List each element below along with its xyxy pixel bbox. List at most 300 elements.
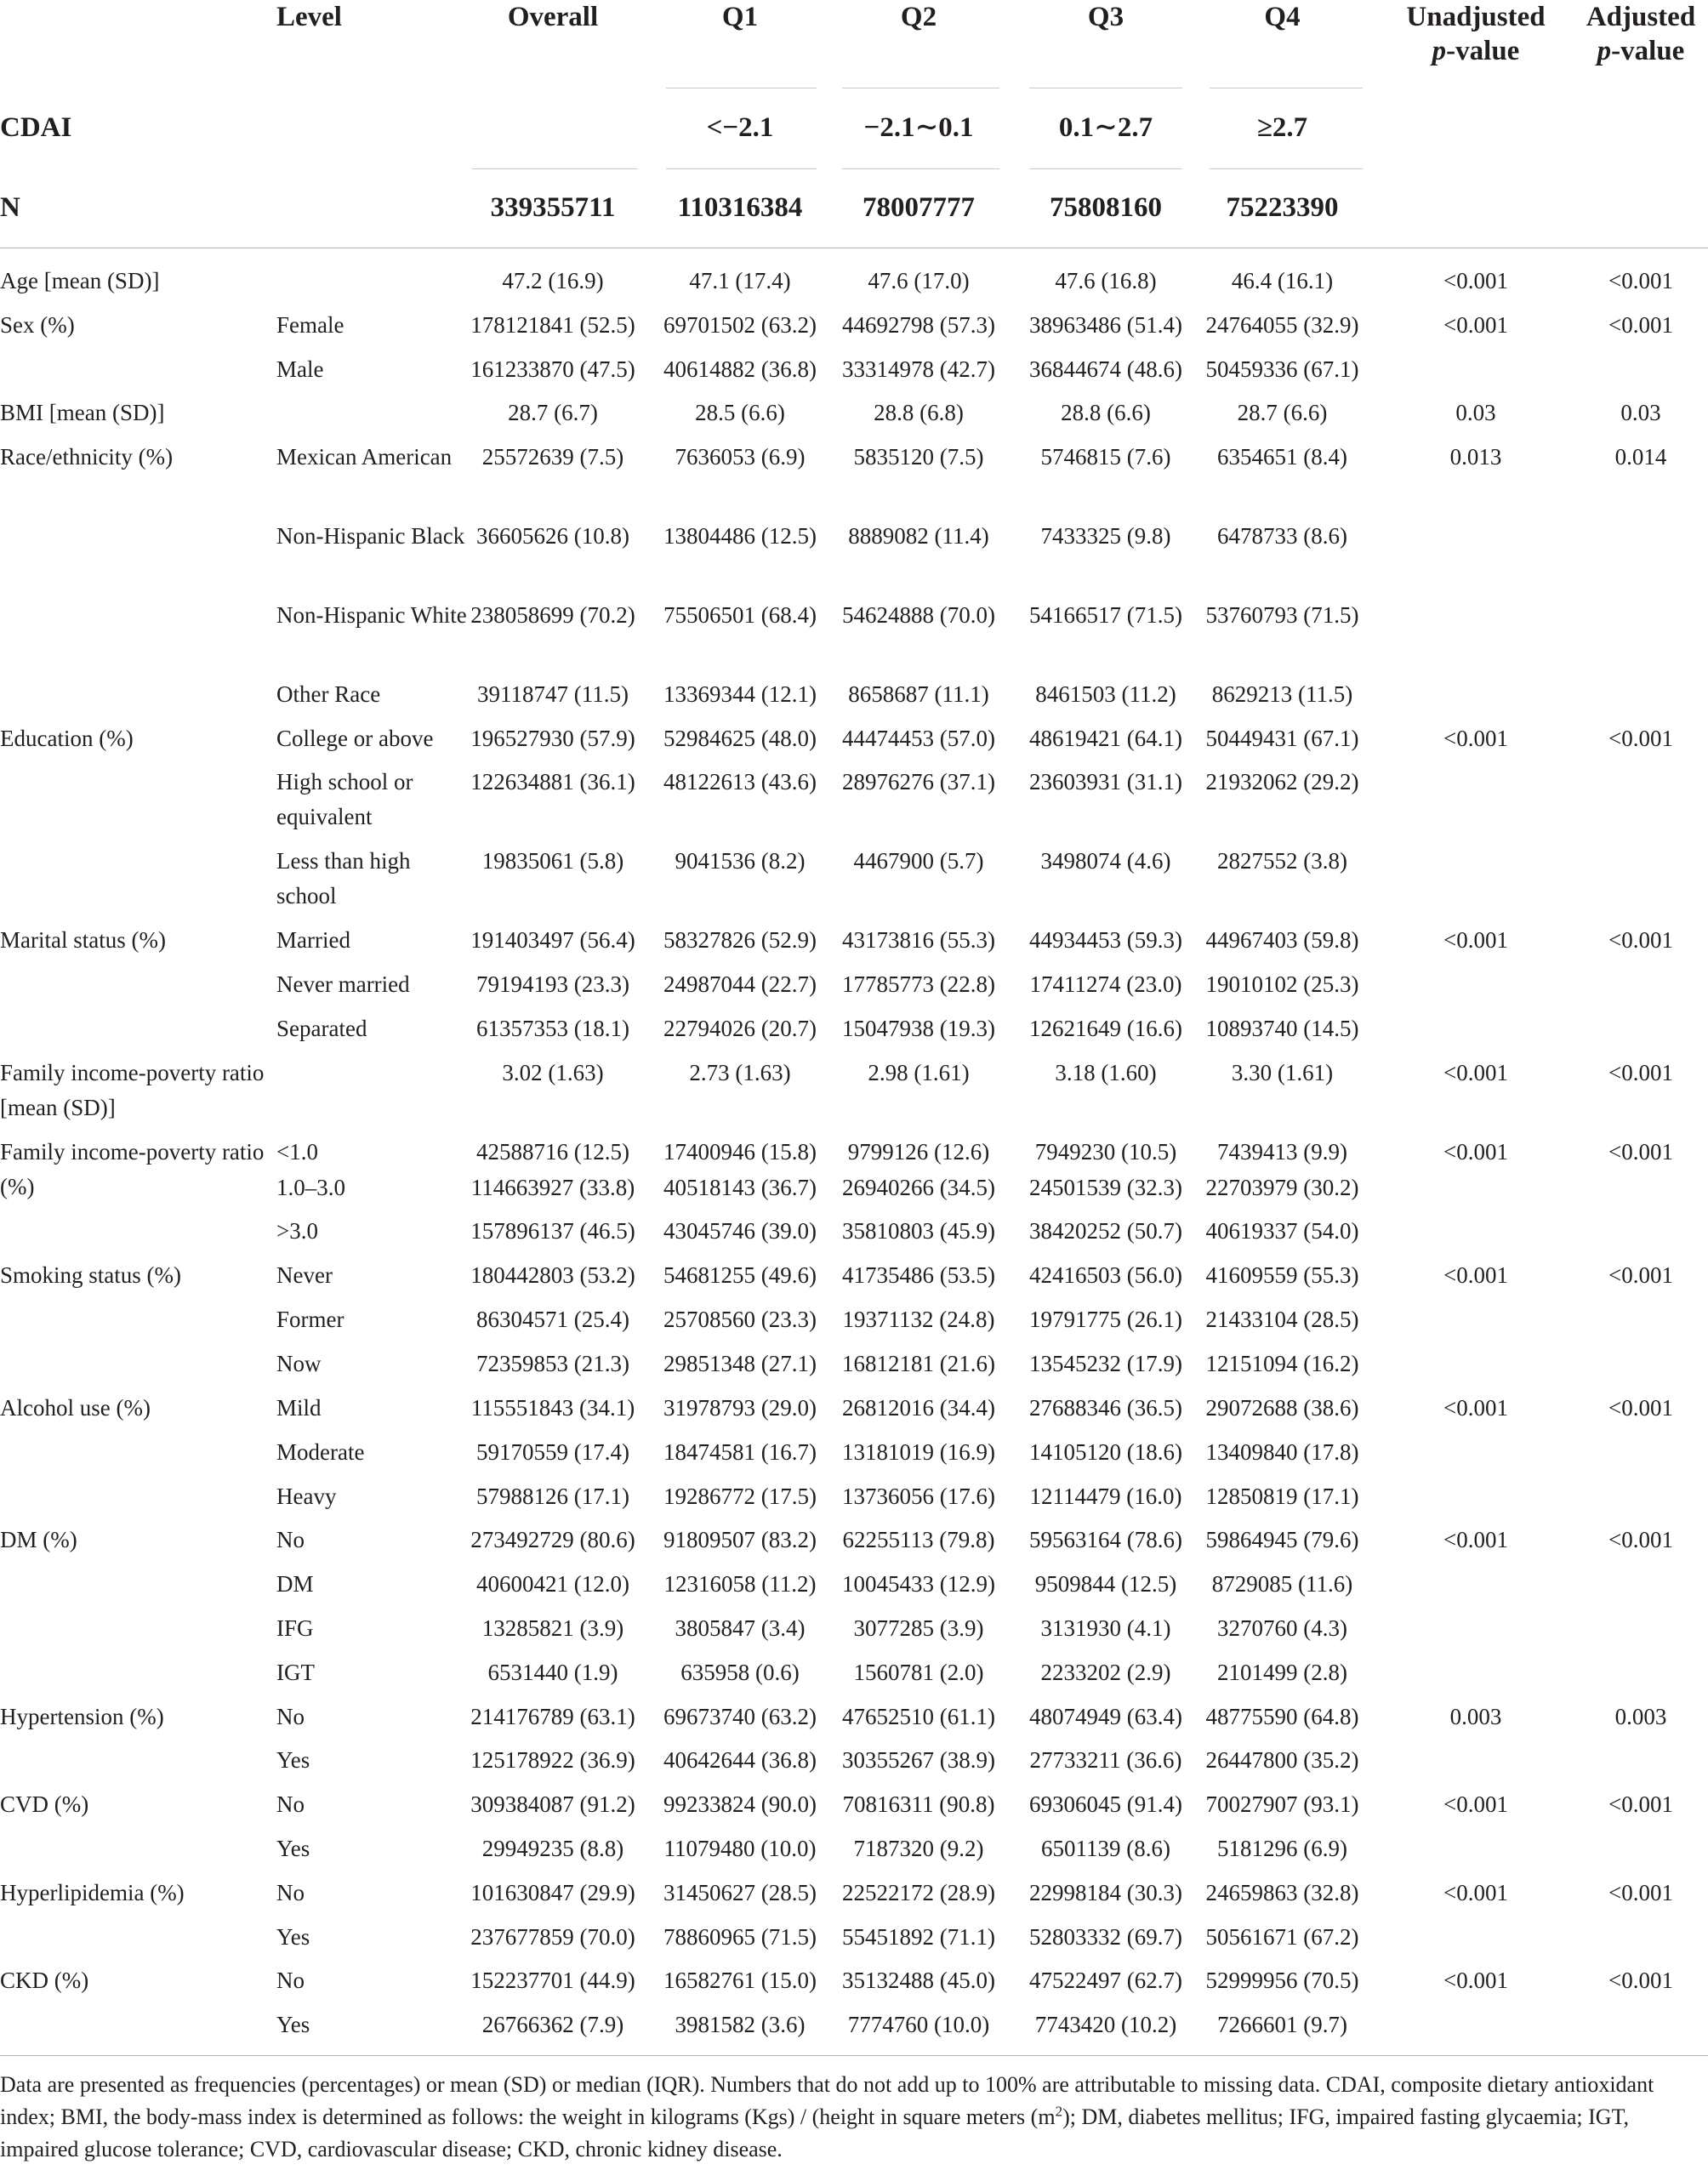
q2-cell: 28.8 (6.8) — [874, 400, 964, 425]
q2-cell: 26812016 (34.4) — [842, 1395, 995, 1421]
table-row — [0, 1302, 1708, 1347]
overall-cell: 36605626 (10.8) — [476, 523, 629, 549]
q1-n-rule — [666, 168, 817, 169]
q4-cell: 41609559 (55.3) — [1205, 1262, 1359, 1288]
q3-header: Q3 — [1087, 2, 1124, 32]
adjusted-p-cell: <0.001 — [1608, 1395, 1673, 1421]
cdai-range-q1: <−2.1 — [706, 112, 774, 143]
q2-cell: 16812181 (21.6) — [842, 1351, 995, 1376]
adjusted-p-cell: <0.001 — [1608, 1791, 1673, 1817]
table-row — [0, 440, 1708, 519]
level-cell: Non-Hispanic Black — [276, 523, 465, 549]
q1-cell: 75506501 (68.4) — [663, 602, 817, 628]
overall-cell: 25572639 (7.5) — [481, 444, 624, 470]
q3-cell: 9509844 (12.5) — [1034, 1571, 1177, 1597]
unadjusted-p-cell: 0.03 — [1455, 400, 1496, 425]
q3-cell: 24501539 (32.3) — [1029, 1175, 1182, 1200]
q4-cell: 21932062 (29.2) — [1205, 769, 1359, 795]
overall-cell: 180442803 (53.2) — [470, 1262, 635, 1288]
level-cell: Heavy — [276, 1484, 337, 1509]
table-row — [0, 1056, 1708, 1135]
overall-cell: 72359853 (21.3) — [476, 1351, 629, 1376]
variable-cell: DM (%) — [0, 1527, 77, 1552]
adjusted-p-cell: <0.001 — [1608, 1880, 1673, 1905]
table-row — [0, 721, 1708, 765]
q1-cell: 58327826 (52.9) — [663, 927, 817, 953]
q1-cell: 7636053 (6.9) — [675, 444, 806, 470]
q3-cell: 7949230 (10.5) — [1034, 1139, 1177, 1165]
unadjusted-line1: Unadjusted — [1406, 2, 1546, 32]
table-row — [0, 1700, 1708, 1743]
q2-cell: 35132488 (45.0) — [842, 1968, 995, 1993]
q3-cell: 48074949 (63.4) — [1029, 1704, 1182, 1729]
level-cell: No — [276, 1527, 305, 1552]
unadjusted-p-cell: <0.001 — [1443, 1262, 1508, 1288]
q3-cell: 42416503 (56.0) — [1029, 1262, 1182, 1288]
cdai-range-q3: 0.1∼2.7 — [1058, 112, 1153, 143]
n-q4: 75223390 — [1226, 192, 1339, 223]
q2-cell: 28976276 (37.1) — [842, 769, 995, 795]
table-row — [0, 1876, 1708, 1920]
q4-cell: 50561671 (67.2) — [1205, 1924, 1359, 1950]
q4-cell: 8729085 (11.6) — [1211, 1571, 1353, 1597]
q2-cell: 9799126 (12.6) — [847, 1139, 990, 1165]
q2-cell: 13736056 (17.6) — [842, 1484, 995, 1509]
q1-cell: 28.5 (6.6) — [695, 400, 785, 425]
q4-cell: 52999956 (70.5) — [1205, 1968, 1359, 1993]
level-cell: No — [276, 1791, 305, 1817]
overall-cell: 79194193 (23.3) — [476, 971, 629, 997]
overall-cell: 19835061 (5.8) — [481, 848, 624, 874]
q4-cell: 24659863 (32.8) — [1205, 1880, 1359, 1905]
n-label: N — [0, 192, 20, 223]
q1-cell: 31978793 (29.0) — [663, 1395, 817, 1421]
q4-header: Q4 — [1264, 2, 1301, 32]
overall-cell: 42588716 (12.5) — [476, 1139, 629, 1165]
q4-cell: 10893740 (14.5) — [1205, 1016, 1359, 1041]
q2-cell: 47652510 (61.1) — [842, 1704, 995, 1729]
variable-cell: Hyperlipidemia (%) — [0, 1880, 185, 1905]
q4-cell: 6354651 (8.4) — [1217, 444, 1347, 470]
q2-cell: 44692798 (57.3) — [842, 312, 995, 338]
q4-cell: 6478733 (8.6) — [1217, 523, 1347, 549]
q1-cell: 25708560 (23.3) — [663, 1307, 817, 1332]
unadjusted-line2 — [1378, 34, 1574, 68]
overall-cell: 191403497 (56.4) — [470, 927, 635, 953]
table-row — [0, 844, 1708, 923]
q3-cell: 69306045 (91.4) — [1029, 1791, 1182, 1817]
unadjusted-p-cell: <0.001 — [1443, 1527, 1508, 1552]
q2-n-rule — [842, 168, 999, 169]
level-cell: Yes — [276, 1836, 310, 1861]
level-cell: Yes — [276, 2012, 310, 2037]
adjusted-value-suffix: -value — [1611, 36, 1685, 66]
q1-cell: 13369344 (12.1) — [663, 681, 817, 707]
q4-cell: 12850819 (17.1) — [1205, 1484, 1359, 1509]
q3-cell: 8461503 (11.2) — [1035, 681, 1176, 707]
level-cell: IFG — [276, 1615, 314, 1641]
unadjusted-p-cell: <0.001 — [1443, 927, 1508, 953]
overall-cell: 122634881 (36.1) — [470, 769, 635, 795]
adjusted-p-cell: <0.001 — [1608, 1139, 1673, 1165]
level-cell: Female — [276, 312, 344, 338]
q1-cell: 12316058 (11.2) — [663, 1571, 817, 1597]
q3-cell: 54166517 (71.5) — [1029, 602, 1182, 628]
q3-cell: 52803332 (69.7) — [1029, 1924, 1182, 1950]
overall-cell: 28.7 (6.7) — [508, 400, 598, 425]
q3-cell: 36844674 (48.6) — [1029, 356, 1182, 382]
level-cell: 1.0–3.0 — [276, 1175, 345, 1200]
level-cell: Other Race — [276, 681, 381, 707]
level-cell: Yes — [276, 1747, 310, 1773]
unadjusted-p-cell: <0.001 — [1443, 1968, 1508, 1993]
level-cell: Never married — [276, 971, 410, 997]
q2-cell: 22522172 (28.9) — [842, 1880, 995, 1905]
level-cell: No — [276, 1704, 305, 1729]
q3-cell: 14105120 (18.6) — [1029, 1439, 1182, 1465]
adjusted-p-header — [1574, 0, 1708, 68]
level-cell: Mexican American — [276, 444, 453, 470]
q2-cell: 13181019 (16.9) — [842, 1439, 995, 1465]
adjusted-p-cell: <0.001 — [1608, 1060, 1673, 1085]
q4-cell: 3.30 (1.61) — [1231, 1060, 1334, 1085]
q2-cell: 19371132 (24.8) — [842, 1307, 995, 1332]
q1-cell: 40614882 (36.8) — [663, 356, 817, 382]
q3-cell: 27733211 (36.6) — [1029, 1747, 1182, 1773]
q3-cell: 12114479 (16.0) — [1029, 1484, 1182, 1509]
q2-cell: 7187320 (9.2) — [853, 1836, 984, 1861]
adjusted-p-cell: <0.001 — [1608, 726, 1673, 751]
q2-cell: 15047938 (19.3) — [842, 1016, 995, 1041]
adjusted-line1: Adjusted — [1586, 2, 1696, 32]
table-row — [0, 677, 1708, 721]
variable-cell: Alcohol use (%) — [0, 1395, 151, 1421]
variable-cell: Sex (%) — [0, 312, 75, 338]
table-row — [0, 598, 1708, 677]
table-row — [0, 1347, 1708, 1391]
q4-cell: 53760793 (71.5) — [1205, 602, 1359, 628]
cdai-range-q2: −2.1∼0.1 — [863, 112, 974, 143]
cdai-range-q4: ≥2.7 — [1256, 112, 1308, 143]
q4-cell: 2827552 (3.8) — [1217, 848, 1347, 874]
unadjusted-p-cell: <0.001 — [1443, 1791, 1508, 1817]
level-cell: IGT — [276, 1660, 315, 1685]
table-row — [0, 1611, 1708, 1655]
q2-cell: 70816311 (90.8) — [842, 1791, 995, 1817]
q3-cell: 22998184 (30.3) — [1029, 1880, 1182, 1905]
q2-cell: 17785773 (22.8) — [842, 971, 995, 997]
table-bottom-rule — [0, 2055, 1708, 2056]
variable-cell: Family income-poverty ratio (%) — [0, 1139, 265, 1199]
q4-cell: 5181296 (6.9) — [1217, 1836, 1347, 1861]
variable-cell: CVD (%) — [0, 1791, 89, 1817]
q3-cell: 6501139 (8.6) — [1041, 1836, 1170, 1861]
unadjusted-p-cell: <0.001 — [1443, 312, 1508, 338]
q1-header: Q1 — [721, 2, 759, 32]
table-row — [0, 1170, 1708, 1214]
q3-cell: 47522497 (62.7) — [1029, 1968, 1182, 1993]
overall-cell: 6531440 (1.9) — [487, 1660, 618, 1685]
overall-cell: 157896137 (46.5) — [470, 1218, 635, 1244]
level-cell: Non-Hispanic White — [276, 602, 467, 628]
q3-cell: 7743420 (10.2) — [1034, 2012, 1177, 2037]
table-row — [0, 1523, 1708, 1567]
q4-cell: 2101499 (2.8) — [1217, 1660, 1347, 1685]
q4-cell: 26447800 (35.2) — [1205, 1747, 1359, 1773]
q3-cell: 27688346 (36.5) — [1029, 1395, 1182, 1421]
overall-cell: 196527930 (57.9) — [470, 726, 635, 751]
q1-cell: 16582761 (15.0) — [663, 1968, 817, 1993]
table-row — [0, 1479, 1708, 1523]
level-cell: Male — [276, 356, 324, 382]
adjusted-p-cell: <0.001 — [1608, 927, 1673, 953]
level-cell: Married — [276, 927, 350, 953]
q2-cell: 44474453 (57.0) — [842, 726, 995, 751]
q4-cell: 22703979 (30.2) — [1205, 1175, 1359, 1200]
q4-cell: 24764055 (32.9) — [1205, 312, 1359, 338]
adjusted-p-cell: 0.003 — [1614, 1704, 1667, 1729]
variable-cell: Smoking status (%) — [0, 1262, 181, 1288]
overall-cell: 178121841 (52.5) — [470, 312, 635, 338]
q1-cell: 11079480 (10.0) — [663, 1836, 817, 1861]
n-q1: 110316384 — [677, 192, 803, 223]
unadjusted-p-cell: <0.001 — [1443, 268, 1508, 293]
adjusted-p-cell: <0.001 — [1608, 1527, 1673, 1552]
table-row — [0, 308, 1708, 352]
overall-cell: 161233870 (47.5) — [470, 356, 635, 382]
table-row — [0, 1787, 1708, 1831]
q4-cell: 13409840 (17.8) — [1205, 1439, 1359, 1465]
q3-cell: 38963486 (51.4) — [1029, 312, 1182, 338]
table-footnote — [0, 2069, 1708, 2166]
q2-cell: 62255113 (79.8) — [842, 1527, 995, 1552]
q1-cell: 40642644 (36.8) — [663, 1747, 817, 1773]
q1-cell: 9041536 (8.2) — [675, 848, 806, 874]
q2-cell: 1560781 (2.0) — [853, 1660, 984, 1685]
q2-cell: 10045433 (12.9) — [842, 1571, 995, 1597]
q1-cell: 52984625 (48.0) — [663, 726, 817, 751]
overall-cell: 238058699 (70.2) — [470, 602, 635, 628]
q1-cell: 40518143 (36.7) — [663, 1175, 817, 1200]
unadjusted-p-cell: <0.001 — [1443, 1880, 1508, 1905]
footnote-text: Data are presented as frequencies (percentages) or mean (SD) or median (IQR). Numbers that do not add up to 100% are attributable to missing data. CDAI, composite dietary antioxidant index; BMI, the body-mass index is determined as follows: the weight in kilograms (Kgs) / (height in square meters (m — [0, 2072, 1654, 2129]
level-cell: No — [276, 1880, 305, 1905]
table-row — [0, 2008, 1708, 2052]
variable-cell: Race/ethnicity (%) — [0, 444, 174, 470]
q3-cell: 2233202 (2.9) — [1040, 1660, 1171, 1685]
q2-cell: 47.6 (17.0) — [868, 268, 970, 293]
adjusted-p-cell: <0.001 — [1608, 1968, 1673, 1993]
q2-cell: 8889082 (11.4) — [848, 523, 989, 549]
level-cell: College or above — [276, 726, 434, 751]
level-cell: >3.0 — [276, 1218, 318, 1244]
table-row — [0, 519, 1708, 598]
q2-cell: 30355267 (38.9) — [842, 1747, 995, 1773]
table-row — [0, 765, 1708, 844]
table-row — [0, 264, 1708, 308]
q3-cell: 28.8 (6.6) — [1061, 400, 1151, 425]
unadjusted-p-cell: <0.001 — [1443, 1395, 1508, 1421]
table-row — [0, 1567, 1708, 1611]
variable-cell: Age [mean (SD)] — [0, 268, 160, 293]
q3-n-rule — [1029, 168, 1182, 169]
q4-cell: 29072688 (38.6) — [1205, 1395, 1359, 1421]
q2-cell: 8658687 (11.1) — [848, 681, 989, 707]
overall-cell: 61357353 (18.1) — [476, 1016, 629, 1041]
table-row — [0, 1655, 1708, 1700]
q1-cell: 3981582 (3.6) — [675, 2012, 806, 2037]
overall-cell: 309384087 (91.2) — [470, 1791, 635, 1817]
n-q2: 78007777 — [863, 192, 975, 223]
q1-cell: 3805847 (3.4) — [675, 1615, 806, 1641]
adjusted-line2 — [1574, 34, 1708, 68]
q2-cell: 41735486 (53.5) — [842, 1262, 995, 1288]
overall-cell: 3.02 (1.63) — [502, 1060, 604, 1085]
overall-cell: 152237701 (44.9) — [470, 1968, 635, 1993]
cdai-label: CDAI — [0, 112, 72, 143]
table-row — [0, 1011, 1708, 1056]
q2-cell: 5835120 (7.5) — [853, 444, 984, 470]
q3-cell: 19791775 (26.1) — [1029, 1307, 1182, 1332]
q4-cell: 46.4 (16.1) — [1231, 268, 1334, 293]
q2-cell: 55451892 (71.1) — [842, 1924, 995, 1950]
q4-cell: 19010102 (25.3) — [1205, 971, 1359, 997]
table-row — [0, 1743, 1708, 1787]
q2-cell: 33314978 (42.7) — [842, 356, 995, 382]
q1-cell: 48122613 (43.6) — [663, 769, 817, 795]
adjusted-p-cell: 0.014 — [1614, 444, 1667, 470]
q4-cell: 12151094 (16.2) — [1205, 1351, 1359, 1376]
variable-cell: Education (%) — [0, 726, 134, 751]
level-header: Level — [276, 2, 342, 32]
table-row — [0, 1214, 1708, 1258]
table-row — [0, 1391, 1708, 1435]
q3-cell: 3131930 (4.1) — [1040, 1615, 1171, 1641]
level-cell: DM — [276, 1571, 314, 1597]
q1-cell: 47.1 (17.4) — [689, 268, 791, 293]
q2-cell: 4467900 (5.7) — [853, 848, 984, 874]
adjusted-p-cell: 0.03 — [1620, 400, 1661, 425]
q3-cell: 38420252 (50.7) — [1029, 1218, 1182, 1244]
level-cell: Never — [276, 1262, 333, 1288]
q4-cell: 48775590 (64.8) — [1205, 1704, 1359, 1729]
level-cell: <1.0 — [276, 1139, 318, 1165]
q4-cell: 8629213 (11.5) — [1211, 681, 1353, 707]
q1-cell: 54681255 (49.6) — [663, 1262, 817, 1288]
variable-cell: CKD (%) — [0, 1968, 89, 1993]
table-body — [0, 264, 1708, 2052]
adjusted-p-cell: <0.001 — [1608, 312, 1673, 338]
adjusted-p-italic: p — [1597, 36, 1612, 66]
unadjusted-p-header — [1378, 0, 1574, 68]
overall-cell: 214176789 (63.1) — [470, 1704, 635, 1729]
level-cell: No — [276, 1968, 305, 1993]
overall-cell: 237677859 (70.0) — [470, 1924, 635, 1950]
level-cell: Moderate — [276, 1439, 365, 1465]
q4-cell: 28.7 (6.6) — [1237, 400, 1328, 425]
overall-cell: 273492729 (80.6) — [470, 1527, 635, 1552]
variable-cell: BMI [mean (SD)] — [0, 400, 165, 425]
table-row — [0, 967, 1708, 1011]
overall-cell: 13285821 (3.9) — [481, 1615, 624, 1641]
level-cell: High school or equivalent — [276, 769, 413, 829]
q4-cell: 50449431 (67.1) — [1205, 726, 1359, 751]
q1-cell: 635958 (0.6) — [680, 1660, 800, 1685]
q4-cell: 59864945 (79.6) — [1205, 1527, 1359, 1552]
q3-cell: 5746815 (7.6) — [1040, 444, 1171, 470]
level-cell: Less than high school — [276, 848, 411, 908]
unadjusted-p-italic: p — [1432, 36, 1447, 66]
overall-cell: 39118747 (11.5) — [477, 681, 629, 707]
q4-cell: 3270760 (4.3) — [1217, 1615, 1347, 1641]
q4-cell: 21433104 (28.5) — [1205, 1307, 1359, 1332]
unadjusted-p-cell: 0.013 — [1449, 444, 1502, 470]
level-cell: Mild — [276, 1395, 322, 1421]
q3-cell: 3.18 (1.60) — [1055, 1060, 1157, 1085]
overall-cell: 86304571 (25.4) — [476, 1307, 629, 1332]
q3-cell: 17411274 (23.0) — [1029, 971, 1182, 997]
q3-cell: 13545232 (17.9) — [1029, 1351, 1182, 1376]
q1-cell: 78860965 (71.5) — [663, 1924, 817, 1950]
q3-cell: 3498074 (4.6) — [1040, 848, 1171, 874]
unadjusted-p-cell: <0.001 — [1443, 1060, 1508, 1085]
overall-cell: 114663927 (33.8) — [470, 1175, 635, 1200]
q3-cell: 59563164 (78.6) — [1029, 1527, 1182, 1552]
n-q3: 75808160 — [1050, 192, 1162, 223]
q2-header: Q2 — [900, 2, 937, 32]
table-row — [0, 1831, 1708, 1876]
table-row — [0, 1963, 1708, 2008]
q4-n-rule — [1210, 168, 1363, 169]
q1-cell: 22794026 (20.7) — [663, 1016, 817, 1041]
q1-cell: 69673740 (63.2) — [663, 1704, 817, 1729]
q1-cell: 19286772 (17.5) — [663, 1484, 817, 1509]
q4-cell: 44967403 (59.8) — [1205, 927, 1359, 953]
q4-cell: 7439413 (9.9) — [1217, 1139, 1347, 1165]
q2-cell: 7774760 (10.0) — [847, 2012, 990, 2037]
q1-cell: 13804486 (12.5) — [663, 523, 817, 549]
level-cell: Yes — [276, 1924, 310, 1950]
variable-cell: Family income-poverty ratio [mean (SD)] — [0, 1060, 265, 1120]
overall-cell: 101630847 (29.9) — [470, 1880, 635, 1905]
table-row — [0, 1258, 1708, 1302]
n-overall: 339355711 — [490, 192, 616, 223]
overall-n-rule — [472, 168, 638, 169]
level-cell: Separated — [276, 1016, 367, 1041]
overall-cell: 115551843 (34.1) — [470, 1395, 635, 1421]
q4-cell: 50459336 (67.1) — [1205, 356, 1359, 382]
q1-cell: 24987044 (22.7) — [663, 971, 817, 997]
unadjusted-value-suffix: -value — [1446, 36, 1520, 66]
footnote-superscript: 2 — [1055, 2103, 1063, 2120]
q1-cell: 31450627 (28.5) — [663, 1880, 817, 1905]
overall-cell: 57988126 (17.1) — [476, 1484, 629, 1509]
unadjusted-p-cell: 0.003 — [1449, 1704, 1502, 1729]
adjusted-p-cell: <0.001 — [1608, 268, 1673, 293]
q4-cell: 70027907 (93.1) — [1205, 1791, 1359, 1817]
unadjusted-p-cell: <0.001 — [1443, 1139, 1508, 1165]
q2-cell: 26940266 (34.5) — [842, 1175, 995, 1200]
table-row — [0, 1435, 1708, 1479]
overall-cell: 125178922 (36.9) — [470, 1747, 635, 1773]
q4-cell: 7266601 (9.7) — [1217, 2012, 1347, 2037]
q1-cell: 2.73 (1.63) — [689, 1060, 791, 1085]
variable-cell: Marital status (%) — [0, 927, 166, 953]
footnote-text-cont: ); DM, diabetes mellitus; IFG, impaired fasting glycaemia; IGT, impaired glucose tolerance; CVD, cardiovascular disease; CKD, chronic kidney disease. — [0, 2105, 1630, 2161]
q2-cell: 3077285 (3.9) — [853, 1615, 984, 1641]
q2-cell: 35810803 (45.9) — [842, 1218, 995, 1244]
q3-cell: 48619421 (64.1) — [1029, 726, 1182, 751]
